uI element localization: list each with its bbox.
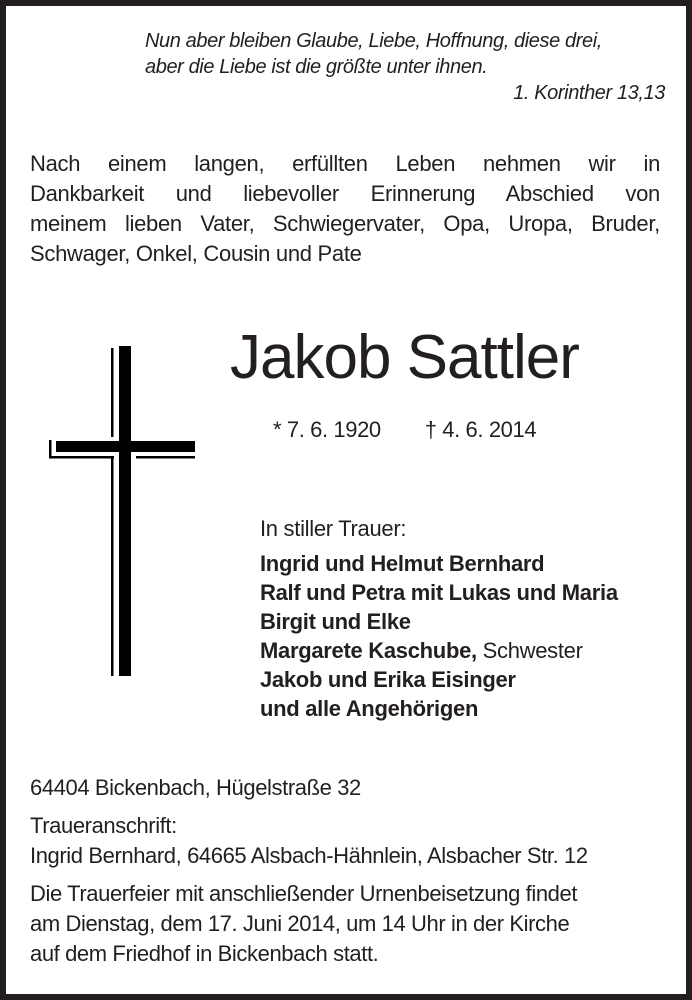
intro-line: Nach einem langen, erfüllten Leben nehmen wir in <box>30 151 660 176</box>
ceremony-line: Die Trauerfeier mit anschließender Urnenbeisetzung findet <box>30 881 578 906</box>
intro-line: Schwager, Onkel, Cousin und Pate <box>30 241 362 266</box>
mourner-line: Margarete Kaschube, Schwester <box>260 638 583 663</box>
ceremony-line: auf dem Friedhof in Bickenbach statt. <box>30 941 379 966</box>
home-address: 64404 Bickenbach, Hügelstraße 32 <box>30 775 361 800</box>
mourner-line: Jakob und Erika Eisinger <box>260 667 516 692</box>
quote-line: Nun aber bleiben Glaube, Liebe, Hoffnung, diese drei, <box>145 30 602 52</box>
mourning-address-label: Traueranschrift: <box>30 813 177 838</box>
mourner-line: Ralf und Petra mit Lukas und Maria <box>260 580 618 605</box>
mourner-line: und alle Angehörigen <box>260 696 479 721</box>
address-block <box>30 773 670 969</box>
cross-icon <box>6 6 226 696</box>
ceremony-line: am Dienstag, dem 17. Juni 2014, um 14 Uhr in der Kirche <box>30 911 570 936</box>
mourners-list <box>260 514 618 723</box>
intro-line: meinem lieben Vater, Schwiegervater, Opa, Uropa, Bruder, <box>30 211 660 236</box>
intro-line: Dankbarkeit und liebevoller Erinnerung Abschied von <box>30 181 660 206</box>
deceased-name: Jakob Sattler <box>230 323 579 392</box>
mourners-heading: In stiller Trauer: <box>260 516 407 541</box>
birth-date: * 7. 6. 1920 <box>273 417 381 442</box>
mourning-address: Ingrid Bernhard, 64665 Alsbach-Hähnlein, Alsbacher Str. 12 <box>30 843 588 868</box>
mourner-line: Ingrid und Helmut Bernhard <box>260 551 545 576</box>
obituary-notice <box>6 6 686 994</box>
quote-line: aber die Liebe ist die größte unter ihnen. <box>145 56 488 78</box>
life-dates <box>273 416 536 444</box>
mourner-line: Birgit und Elke <box>260 609 411 634</box>
quote-source: 1. Korinther 13,13 <box>513 82 665 104</box>
death-date: † 4. 6. 2014 <box>424 417 537 442</box>
